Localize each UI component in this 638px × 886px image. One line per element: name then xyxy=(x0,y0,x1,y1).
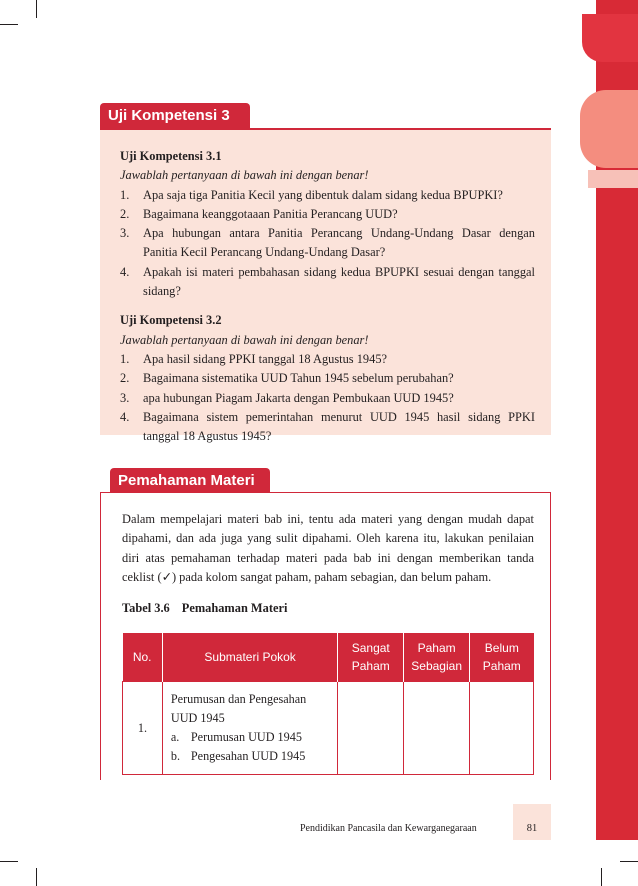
header-paham-sebagian: Paham Sebagian xyxy=(404,633,470,682)
question-text: Bagaimana keanggotaaan Panitia Perancang UUD? xyxy=(143,206,398,221)
table-row xyxy=(123,682,534,775)
crop-mark xyxy=(601,868,602,886)
part1-instruction: Jawablah pertanyaan di bawah ini dengan benar! xyxy=(120,168,369,183)
question-number: 3. xyxy=(120,226,130,241)
decorative-salmon-tab xyxy=(580,90,638,168)
crop-mark xyxy=(620,861,638,862)
row-submateri xyxy=(162,682,337,775)
question-item xyxy=(120,389,535,408)
question-item xyxy=(120,350,535,369)
question-number: 3. xyxy=(120,390,130,405)
question-text: Apa hubungan antara Panitia Perancang Undang-Undang Dasar dengan Panitia Kecil Perancang Undang-Undang Dasar? xyxy=(143,226,535,260)
row-number: 1. xyxy=(123,682,163,775)
header-no: No. xyxy=(123,633,163,682)
question-number: 4. xyxy=(120,409,130,424)
crop-mark xyxy=(0,861,18,862)
question-item xyxy=(120,224,535,263)
checkbox-cell-paham-sebagian[interactable] xyxy=(404,682,470,775)
question-text: Apa saja tiga Panitia Kecil yang dibentuk dalam sidang kedua BPUPKI? xyxy=(143,187,503,202)
header-submateri: Submateri Pokok xyxy=(162,633,337,682)
crop-mark xyxy=(36,0,37,18)
question-item xyxy=(120,369,535,388)
question-text: Bagaimana sistem pemerintahan menurut UUD 1945 hasil sidang PPKI tanggal 18 Agustus 1945? xyxy=(143,409,535,444)
question-text: apa hubungan Piagam Jakarta dengan Pembukaan UUD 1945? xyxy=(143,390,454,405)
submateri-title: Perumusan dan Pengesahan UUD 1945 xyxy=(170,692,307,725)
part2-instruction: Jawablah pertanyaan di bawah ini dengan benar! xyxy=(120,332,369,347)
question-number: 1. xyxy=(120,351,130,366)
question-number: 1. xyxy=(120,187,130,202)
table-caption xyxy=(122,599,534,618)
part1-questions xyxy=(120,186,535,302)
table-title: Pemahaman Materi xyxy=(181,601,288,616)
decorative-red-tab xyxy=(582,14,638,62)
question-number: 2. xyxy=(120,206,130,221)
submateri-item: a. Perumusan UUD 1945 xyxy=(170,730,302,744)
submateri-item: b. Pengesahan UUD 1945 xyxy=(170,749,306,763)
page-number: 81 xyxy=(526,823,538,834)
uji-kompetensi-content xyxy=(120,147,535,446)
pemahaman-materi-content xyxy=(122,510,534,618)
decorative-pink-tab xyxy=(588,170,638,188)
question-item xyxy=(120,205,535,224)
footer-book-title: Pendidikan Pancasila dan Kewarganegaraan xyxy=(300,823,477,834)
pemahaman-table xyxy=(122,633,534,775)
question-text: Apakah isi materi pembahasan sidang kedua BPUPKI sesuai dengan tanggal sidang? xyxy=(143,264,535,299)
checkbox-cell-belum-paham[interactable] xyxy=(470,682,534,775)
section-tab-pemahaman-materi: Pemahaman Materi xyxy=(110,468,270,494)
checkbox-cell-sangat-paham[interactable] xyxy=(338,682,404,775)
question-item xyxy=(120,186,535,205)
part1-title: Uji Kompetensi 3.1 xyxy=(120,149,222,163)
header-belum-paham: Belum Paham xyxy=(470,633,534,682)
crop-mark xyxy=(36,868,37,886)
section-tab-uji-kompetensi: Uji Kompetensi 3 xyxy=(100,103,250,129)
question-item xyxy=(120,408,535,447)
question-item xyxy=(120,263,535,302)
question-text: Apa hasil sidang PPKI tanggal 18 Agustus 1945? xyxy=(143,351,388,366)
part2-title: Uji Kompetensi 3.2 xyxy=(120,313,222,328)
question-number: 4. xyxy=(120,264,130,279)
part2-questions xyxy=(120,350,535,446)
question-number: 2. xyxy=(120,371,130,386)
table-label: Tabel 3.6 xyxy=(122,601,170,616)
question-text: Bagaimana sistematika UUD Tahun 1945 sebelum perubahan? xyxy=(143,371,454,386)
instruction-paragraph: Dalam mempelajari materi bab ini, tentu ada materi yang dengan mudah dapat dipahami, dan ada juga yang sulit dipahami. Oleh karena itu, lakukan penilaian diri atas pemahaman terhadap materi pada bab ini dengan memberikan tanda ceklist (✓) pada kolom sangat paham, paham sebagian, dan belum paham. xyxy=(122,512,534,584)
table-header-row xyxy=(123,633,534,682)
crop-mark xyxy=(0,24,18,25)
header-sangat-paham: Sangat Paham xyxy=(338,633,404,682)
